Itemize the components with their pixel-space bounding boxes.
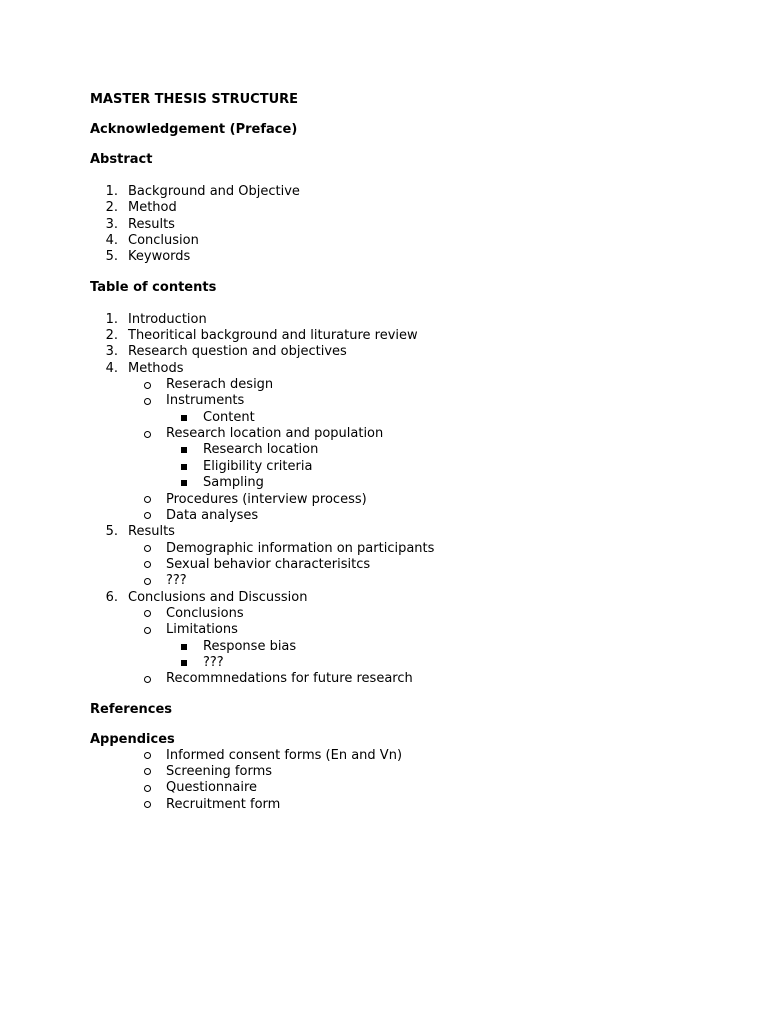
circle-bullet-icon xyxy=(144,785,151,792)
abstract-item xyxy=(90,217,730,233)
toc-item xyxy=(90,361,730,377)
toc-subitem xyxy=(90,393,730,409)
list-item-label: Data analyses xyxy=(166,507,259,523)
abstract-item xyxy=(90,184,730,200)
toc-subsubitem xyxy=(90,639,730,655)
list-item-label: ??? xyxy=(166,573,187,589)
list-item-label: Theoritical background and liturature review xyxy=(128,328,418,344)
square-bullet-icon xyxy=(181,644,187,650)
toc-item xyxy=(90,344,730,360)
list-item-label: Instruments xyxy=(166,393,245,409)
circle-bullet-icon xyxy=(144,752,151,759)
toc-subitem xyxy=(90,671,730,687)
circle-bullet-icon xyxy=(144,801,151,808)
list-item-label: Recommnedations for future research xyxy=(166,671,413,687)
list-item-label: Recruitment form xyxy=(166,796,281,812)
list-number: 2. xyxy=(105,328,118,344)
square-bullet-icon xyxy=(181,415,187,421)
toc-subitem xyxy=(90,622,730,638)
list-item-label: Limitations xyxy=(166,622,238,638)
toc-subsubitem xyxy=(90,410,730,426)
list-item-label: Methods xyxy=(128,360,184,376)
toc-subsubitem xyxy=(90,655,730,671)
toc-subitem xyxy=(90,557,730,573)
acknowledgement-heading: Acknowledgement (Preface) xyxy=(90,122,298,137)
list-item-label: Research location and population xyxy=(166,426,384,442)
circle-bullet-icon xyxy=(144,578,151,585)
toc-subsubitem xyxy=(90,475,730,491)
list-item-label: ??? xyxy=(203,654,224,670)
circle-bullet-icon xyxy=(144,627,151,634)
circle-bullet-icon xyxy=(144,676,151,683)
circle-bullet-icon xyxy=(144,610,151,617)
appendix-item xyxy=(90,764,730,780)
circle-bullet-icon xyxy=(144,382,151,389)
appendix-item xyxy=(90,748,730,764)
list-item-label: Results xyxy=(128,216,175,232)
abstract-item xyxy=(90,233,730,249)
square-bullet-icon xyxy=(181,480,187,486)
appendices-list xyxy=(90,748,730,813)
list-item-label: Reserach design xyxy=(166,377,274,393)
square-bullet-icon xyxy=(181,464,187,470)
appendix-item xyxy=(90,797,730,813)
circle-bullet-icon xyxy=(144,398,151,405)
toc-heading: Table of contents xyxy=(90,279,217,295)
list-item-label: Screening forms xyxy=(166,763,273,779)
list-item-label: Response bias xyxy=(203,638,297,654)
circle-bullet-icon xyxy=(144,431,151,438)
abstract-list xyxy=(90,184,730,266)
toc-subitem xyxy=(90,541,730,557)
list-number: 5. xyxy=(105,249,118,265)
references-heading: References xyxy=(90,701,173,717)
square-bullet-icon xyxy=(181,660,187,666)
list-item-label: Research location xyxy=(203,442,319,458)
toc-subsubitem xyxy=(90,459,730,475)
circle-bullet-icon xyxy=(144,768,151,775)
toc-list xyxy=(90,312,730,688)
list-number: 3. xyxy=(105,216,118,232)
toc-subitem xyxy=(90,426,730,442)
list-item-label: Background and Objective xyxy=(128,184,300,199)
list-item-label: Method xyxy=(128,200,177,216)
list-number: 6. xyxy=(105,589,118,605)
appendices-heading: Appendices xyxy=(90,731,175,747)
abstract-heading: Abstract xyxy=(90,152,153,167)
list-number: 2. xyxy=(105,200,118,216)
list-item-label: Content xyxy=(203,409,255,425)
circle-bullet-icon xyxy=(144,496,151,503)
list-item-label: Demographic information on participants xyxy=(166,540,435,556)
circle-bullet-icon xyxy=(144,545,151,552)
list-item-label: Questionnaire xyxy=(166,780,258,796)
list-item-label: Conclusion xyxy=(128,233,199,249)
appendix-item xyxy=(90,780,730,796)
toc-subitem xyxy=(90,508,730,524)
list-item-label: Sampling xyxy=(203,475,264,491)
list-item-label: Results xyxy=(128,524,175,540)
abstract-item xyxy=(90,249,730,265)
document-title: MASTER THESIS STRUCTURE xyxy=(90,92,299,107)
list-item-label: Conclusions xyxy=(166,605,244,621)
list-number: 1. xyxy=(105,311,118,327)
toc-item xyxy=(90,524,730,540)
toc-item xyxy=(90,312,730,328)
list-item-label: Research question and objectives xyxy=(128,344,347,360)
list-item-label: Eligibility criteria xyxy=(203,458,313,474)
circle-bullet-icon xyxy=(144,561,151,568)
toc-item xyxy=(90,590,730,606)
list-number: 4. xyxy=(105,233,118,249)
list-number: 4. xyxy=(105,360,118,376)
list-number: 5. xyxy=(105,524,118,540)
circle-bullet-icon xyxy=(144,512,151,519)
list-item-label: Introduction xyxy=(128,311,207,327)
abstract-item xyxy=(90,200,730,216)
toc-subitem xyxy=(90,377,730,393)
list-item-label: Procedures (interview process) xyxy=(166,491,367,507)
document-page xyxy=(90,92,730,813)
toc-item xyxy=(90,328,730,344)
list-number: 1. xyxy=(105,184,118,199)
list-item-label: Informed consent forms (En and Vn) xyxy=(166,747,403,763)
toc-subitem xyxy=(90,573,730,589)
toc-subsubitem xyxy=(90,442,730,458)
list-number: 3. xyxy=(105,344,118,360)
toc-subitem xyxy=(90,606,730,622)
list-item-label: Sexual behavior characterisitcs xyxy=(166,556,371,572)
square-bullet-icon xyxy=(181,447,187,453)
toc-subitem xyxy=(90,492,730,508)
list-item-label: Keywords xyxy=(128,249,191,265)
list-item-label: Conclusions and Discussion xyxy=(128,589,308,605)
